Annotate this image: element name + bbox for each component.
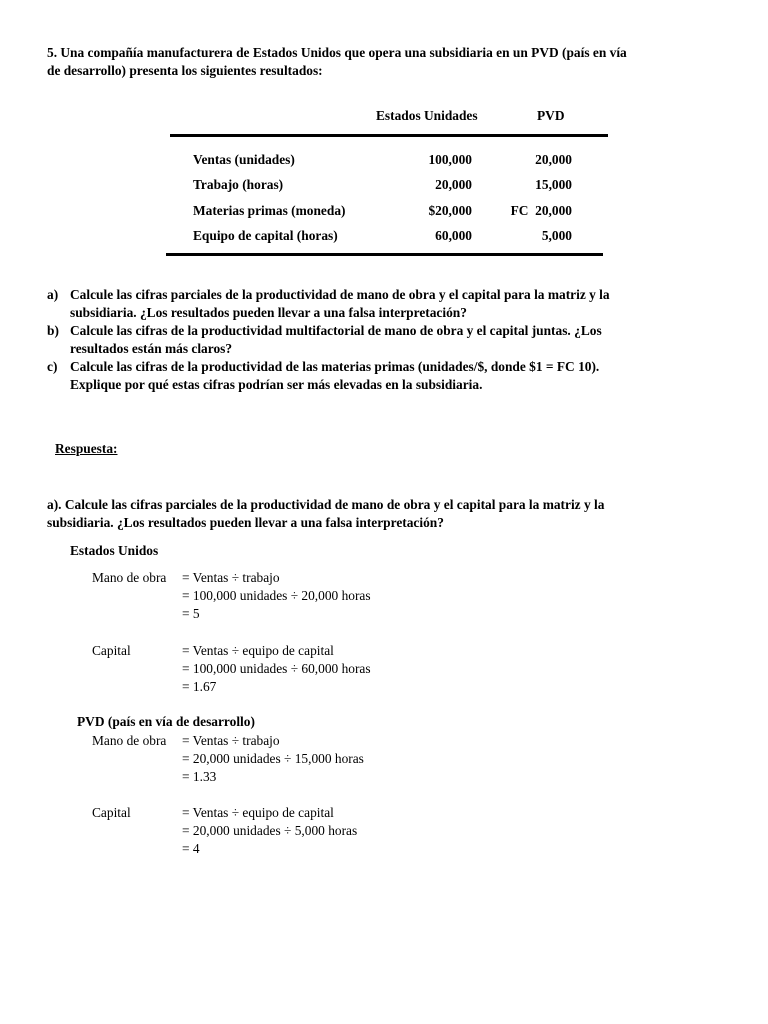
table-cell-pvd: 5,000 [541,228,572,243]
pvd-heading: PVD (país en vía de desarrollo) [77,714,255,729]
question-line: Calcule las cifras parciales de la productividad de mano de obra y el capital para la matriz y la [70,287,610,302]
calc-result: = 1.67 [182,679,217,694]
table-row-label: Trabajo (horas) [193,177,284,192]
table-header-pvd: PVD [537,108,565,123]
question-line: resultados están más claros? [70,341,233,356]
table-cell-us: $20,000 [428,203,472,218]
question-marker: c) [47,359,58,374]
table-top-rule [170,134,608,137]
table-header-us: Estados Unidades [376,108,478,123]
us-heading: Estados Unidos [70,543,159,558]
table-bottom-rule [166,253,603,256]
pvd-capital-label: Capital [92,805,131,820]
table-cell-pvd: FC 20,000 [510,203,572,218]
table-cell-us: 100,000 [428,152,472,167]
us-capital-label: Capital [92,643,131,658]
calc-line: = 100,000 unidades ÷ 20,000 horas [182,588,371,603]
answer-heading: Respuesta: [55,441,118,456]
table-row-label: Materias primas (moneda) [193,203,346,218]
calc-line: = Ventas ÷ trabajo [182,733,280,748]
table-cell-us: 60,000 [435,228,472,243]
table-cell-pvd: 15,000 [535,177,572,192]
calc-line: = 20,000 unidades ÷ 15,000 horas [182,751,364,766]
table-row-label: Ventas (unidades) [193,152,295,167]
table-cell-us: 20,000 [435,177,472,192]
problem-line-2: de desarrollo) presenta los siguientes resultados: [47,63,323,78]
answer-question-line-2: subsidiaria. ¿Los resultados pueden llevar a una falsa interpretación? [47,515,444,530]
calc-result: = 1.33 [182,769,217,784]
answer-question-line-1: a). Calcule las cifras parciales de la productividad de mano de obra y el capital para la matriz y la [47,497,605,512]
question-marker: a) [47,287,59,302]
calc-line: = 20,000 unidades ÷ 5,000 horas [182,823,358,838]
calc-line: = Ventas ÷ trabajo [182,570,280,585]
pvd-labor-label: Mano de obra [92,733,167,748]
question-line: subsidiaria. ¿Los resultados pueden llevar a una falsa interpretación? [70,305,467,320]
calc-result: = 4 [182,841,200,856]
question-line: Explique por qué estas cifras podrían ser más elevadas en la subsidiaria. [70,377,483,392]
us-labor-label: Mano de obra [92,570,167,585]
calc-line: = Ventas ÷ equipo de capital [182,643,334,658]
table-row-label: Equipo de capital (horas) [193,228,338,243]
calc-line: = Ventas ÷ equipo de capital [182,805,334,820]
question-line: Calcule las cifras de la productividad multifactorial de mano de obra y el capital juntas. ¿Los [70,323,602,338]
problem-line-1: 5. Una compañía manufacturera de Estados Unidos que opera una subsidiaria en un PVD (país en vía [47,45,627,60]
calc-line: = 100,000 unidades ÷ 60,000 horas [182,661,371,676]
question-marker: b) [47,323,59,338]
table-cell-pvd: 20,000 [535,152,572,167]
question-line: Calcule las cifras de la productividad de las materias primas (unidades/$, donde $1 = FC 10). [70,359,600,374]
calc-result: = 5 [182,606,200,621]
